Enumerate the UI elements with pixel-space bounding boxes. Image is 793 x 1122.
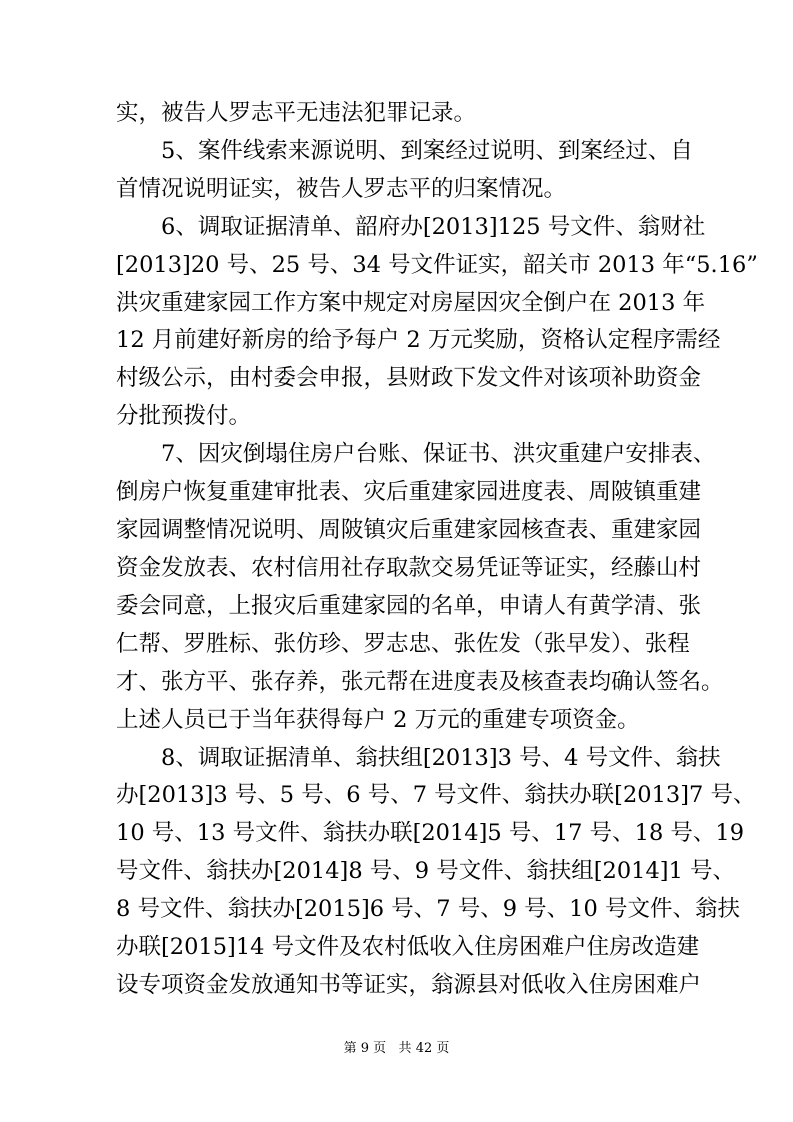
text-line-2: 5、案件线索来源说明、到案经过说明、到案经过、自 <box>161 137 693 164</box>
text-line-24: 设专项资金发放通知书等证实，翁源县对低收入住房困难户 <box>116 972 702 998</box>
text-line-10: 7、因灾倒塌住房户台账、保证书、洪灾重建户安排表、 <box>161 441 716 468</box>
text-line-19: 办[2013]3 号、5 号、6 号、7 号文件、翁扶办联[2013]7 号、 <box>116 782 756 809</box>
text-line-8: 村级公示，由村委会申报，县财政下发文件对该项补助资金 <box>116 365 702 392</box>
text-line-15: 仁帮、罗胜标、张仿珍、罗志忠、张佐发（张早发）、张程 <box>116 630 690 657</box>
text-line-6: 洪灾重建家园工作方案中规定对房屋因灾全倒户在 2013 年 <box>116 289 706 316</box>
text-line-22: 8 号文件、翁扶办[2015]6 号、7 号、9 号、10 号文件、翁扶 <box>116 896 740 923</box>
text-line-11: 倒房户恢复重建审批表、灾后重建家园进度表、周陂镇重建 <box>116 479 702 506</box>
text-line-9: 分批预拨付。 <box>116 403 252 430</box>
page-footer: 第 9 页 共 42 页 <box>343 1041 450 1056</box>
text-line-3: 首情况说明证实，被告人罗志平的归案情况。 <box>116 175 567 202</box>
text-line-20: 10 号、13 号文件、翁扶办联[2014]5 号、17 号、18 号、19 <box>116 820 745 847</box>
text-line-5: [2013]20 号、25 号、34 号文件证实，韶关市 2013 年“5.16” <box>116 251 758 278</box>
text-line-17: 上述人员已于当年获得每户 2 万元的重建专项资金。 <box>116 706 640 733</box>
text-line-1: 实，被告人罗志平无违法犯罪记录。 <box>116 100 477 126</box>
text-line-23: 办联[2015]14 号文件及农村低收入住房困难户住房改造建 <box>116 934 700 961</box>
text-line-18: 8、调取证据清单、翁扶组[2013]3 号、4 号文件、翁扶 <box>161 744 721 771</box>
text-line-21: 号文件、翁扶办[2014]8 号、9 号文件、翁扶组[2014]1 号、 <box>116 858 736 885</box>
text-line-16: 才、张方平、张存养，张元帮在进度表及核查表均确认签名。 <box>116 668 724 695</box>
text-line-13: 资金发放表、农村信用社存取款交易凭证等证实，经藤山村 <box>116 554 702 581</box>
text-line-4: 6、调取证据清单、韶府办[2013]125 号文件、翁财社 <box>161 213 706 240</box>
text-line-7: 12 月前建好新房的给予每户 2 万元奖励，资格认定程序需经 <box>116 327 721 354</box>
text-line-14: 委会同意，上报灾后重建家园的名单，申请人有黄学清、张 <box>116 592 702 619</box>
text-line-12: 家园调整情况说明、周陂镇灾后重建家园核查表、重建家园 <box>116 517 702 544</box>
